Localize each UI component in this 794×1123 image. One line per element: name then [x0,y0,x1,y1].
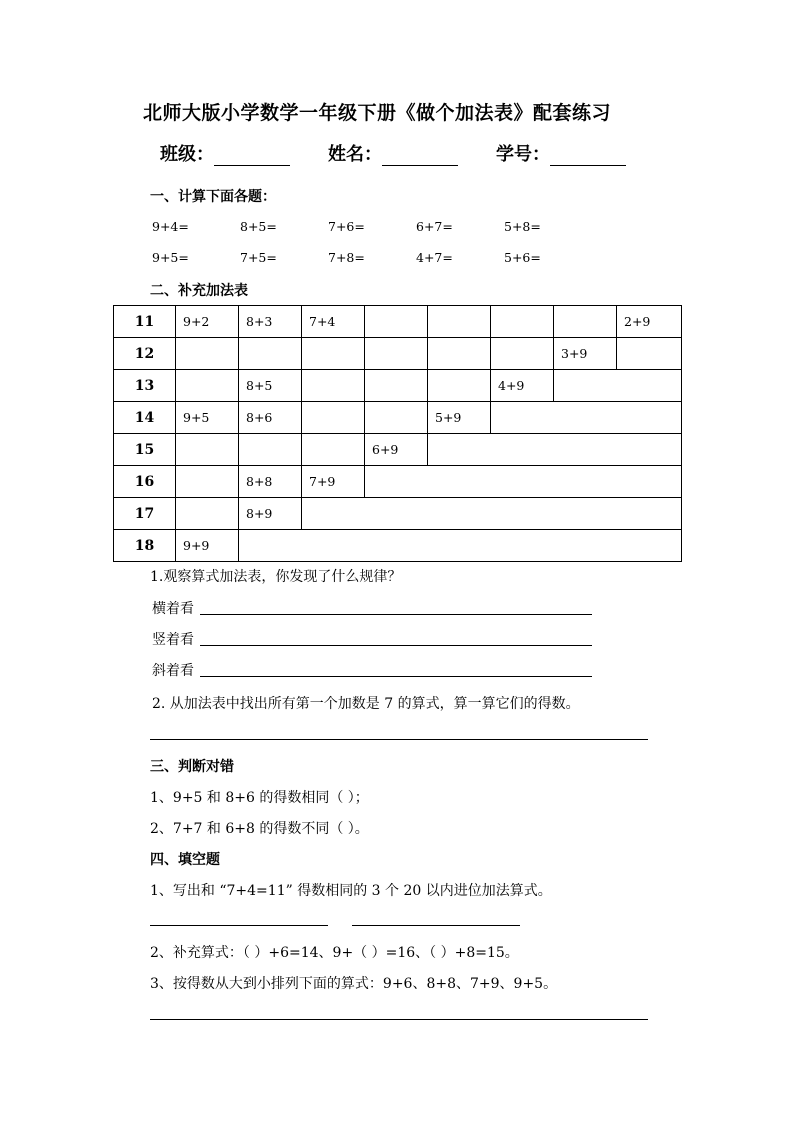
table-cell: 8+8 [239,466,302,498]
table-row [114,530,682,562]
table-cell-empty [617,338,682,370]
row-sum-label: 11 [114,306,176,338]
name-field[interactable] [328,140,458,166]
fill-question-1: 1、写出和 “7+4=11” 得数相同的 3 个 20 以内进位加法算式。 [150,883,552,899]
row-sum-label: 16 [114,466,176,498]
table-cell-blank[interactable] [302,370,365,402]
section2-heading: 二、补充加法表 [150,283,248,299]
row-sum-label: 13 [114,370,176,402]
page-title: 北师大版小学数学一年级下册《做个加法表》配套练习 [142,102,611,124]
table-cell-blank[interactable] [554,306,617,338]
judge-item-1: 1、9+5 和 8+6 的得数相同（ ）； [150,790,369,806]
table-row [114,402,682,434]
table-cell-blank[interactable] [302,338,365,370]
name-blank[interactable] [382,147,458,166]
horizontal-label: 横着看 [152,601,194,617]
row-sum-label: 18 [114,530,176,562]
table-cell-blank[interactable] [428,370,491,402]
table-cell-empty [491,402,682,434]
table-cell-blank[interactable] [239,338,302,370]
diagonal-label: 斜着看 [152,663,194,679]
table-cell-blank[interactable] [176,370,239,402]
calc-item: 5+8= [504,219,541,234]
table-cell: 8+5 [239,370,302,402]
table-cell: 4+9 [491,370,554,402]
section1-heading: 一、计算下面各题： [150,189,276,205]
table-cell-blank[interactable] [365,306,428,338]
row-sum-label: 14 [114,402,176,434]
table-cell-empty [554,370,682,402]
row-sum-label: 12 [114,338,176,370]
table-cell: 5+9 [428,402,491,434]
class-blank[interactable] [214,147,290,166]
name-label: 姓名： [328,144,382,165]
fill-answer-line-1[interactable] [150,925,328,926]
table-row [114,466,682,498]
table-cell-blank[interactable] [491,338,554,370]
calc-item: 7+5= [240,250,277,265]
table-cell-blank[interactable] [176,466,239,498]
table-cell-blank[interactable] [176,338,239,370]
question-2-1: 1.观察算式加法表，你发现了什么规律？ [150,569,402,585]
table-cell: 8+3 [239,306,302,338]
table-cell: 2+9 [617,306,682,338]
table-cell: 8+9 [239,498,302,530]
table-row [114,370,682,402]
number-label: 学号： [496,144,550,165]
addition-table [113,305,682,562]
vertical-answer-line[interactable] [200,645,592,646]
number-blank[interactable] [550,147,626,166]
table-cell-blank[interactable] [365,338,428,370]
table-cell-blank[interactable] [176,498,239,530]
fill-question-2: 2、补充算式：（ ）+6=14、9+（ ）=16、（ ）+8=15。 [150,945,519,961]
calc-item: 8+5= [240,219,277,234]
table-cell-empty [239,530,682,562]
calc-item: 9+4= [152,219,189,234]
table-cell: 9+5 [176,402,239,434]
table-row [114,306,682,338]
fill-question-3: 3、按得数从大到小排列下面的算式：9+6、8+8、7+9、9+5。 [150,976,558,992]
table-cell-blank[interactable] [176,434,239,466]
calc-item: 4+7= [416,250,453,265]
question-2-2-answer-line[interactable] [150,739,648,740]
section4-heading: 四、填空题 [150,852,220,868]
number-field[interactable] [496,140,626,166]
table-cell-blank[interactable] [428,338,491,370]
vertical-label: 竖着看 [152,632,194,648]
calc-item: 6+7= [416,219,453,234]
table-cell-empty [428,434,682,466]
table-cell: 8+6 [239,402,302,434]
diagonal-answer-line[interactable] [200,676,592,677]
table-cell: 7+4 [302,306,365,338]
table-cell: 9+9 [176,530,239,562]
table-cell-blank[interactable] [365,402,428,434]
table-row [114,498,682,530]
class-field[interactable] [160,140,290,166]
table-cell: 9+2 [176,306,239,338]
table-cell: 7+9 [302,466,365,498]
table-row [114,338,682,370]
table-cell-blank[interactable] [491,306,554,338]
calc-item: 7+8= [328,250,365,265]
table-cell-empty [365,466,682,498]
calc-item: 5+6= [504,250,541,265]
section3-heading: 三、判断对错 [150,759,234,775]
horizontal-answer-line[interactable] [200,614,592,615]
table-cell-blank[interactable] [365,370,428,402]
table-row [114,434,682,466]
calc-item: 9+5= [152,250,189,265]
table-cell: 3+9 [554,338,617,370]
table-cell-blank[interactable] [239,434,302,466]
fill-question-3-answer-line[interactable] [150,1019,648,1020]
fill-answer-line-2[interactable] [352,925,520,926]
table-cell-blank[interactable] [302,402,365,434]
calc-item: 7+6= [328,219,365,234]
table-cell: 6+9 [365,434,428,466]
table-cell-empty [302,498,682,530]
judge-item-2: 2、7+7 和 6+8 的得数不同（ ）。 [150,821,369,837]
row-sum-label: 17 [114,498,176,530]
table-cell-blank[interactable] [428,306,491,338]
class-label: 班级： [160,144,214,165]
question-2-2: 2. 从加法表中找出所有第一个加数是 7 的算式，算一算它们的得数。 [152,696,580,712]
table-cell-blank[interactable] [302,434,365,466]
row-sum-label: 15 [114,434,176,466]
